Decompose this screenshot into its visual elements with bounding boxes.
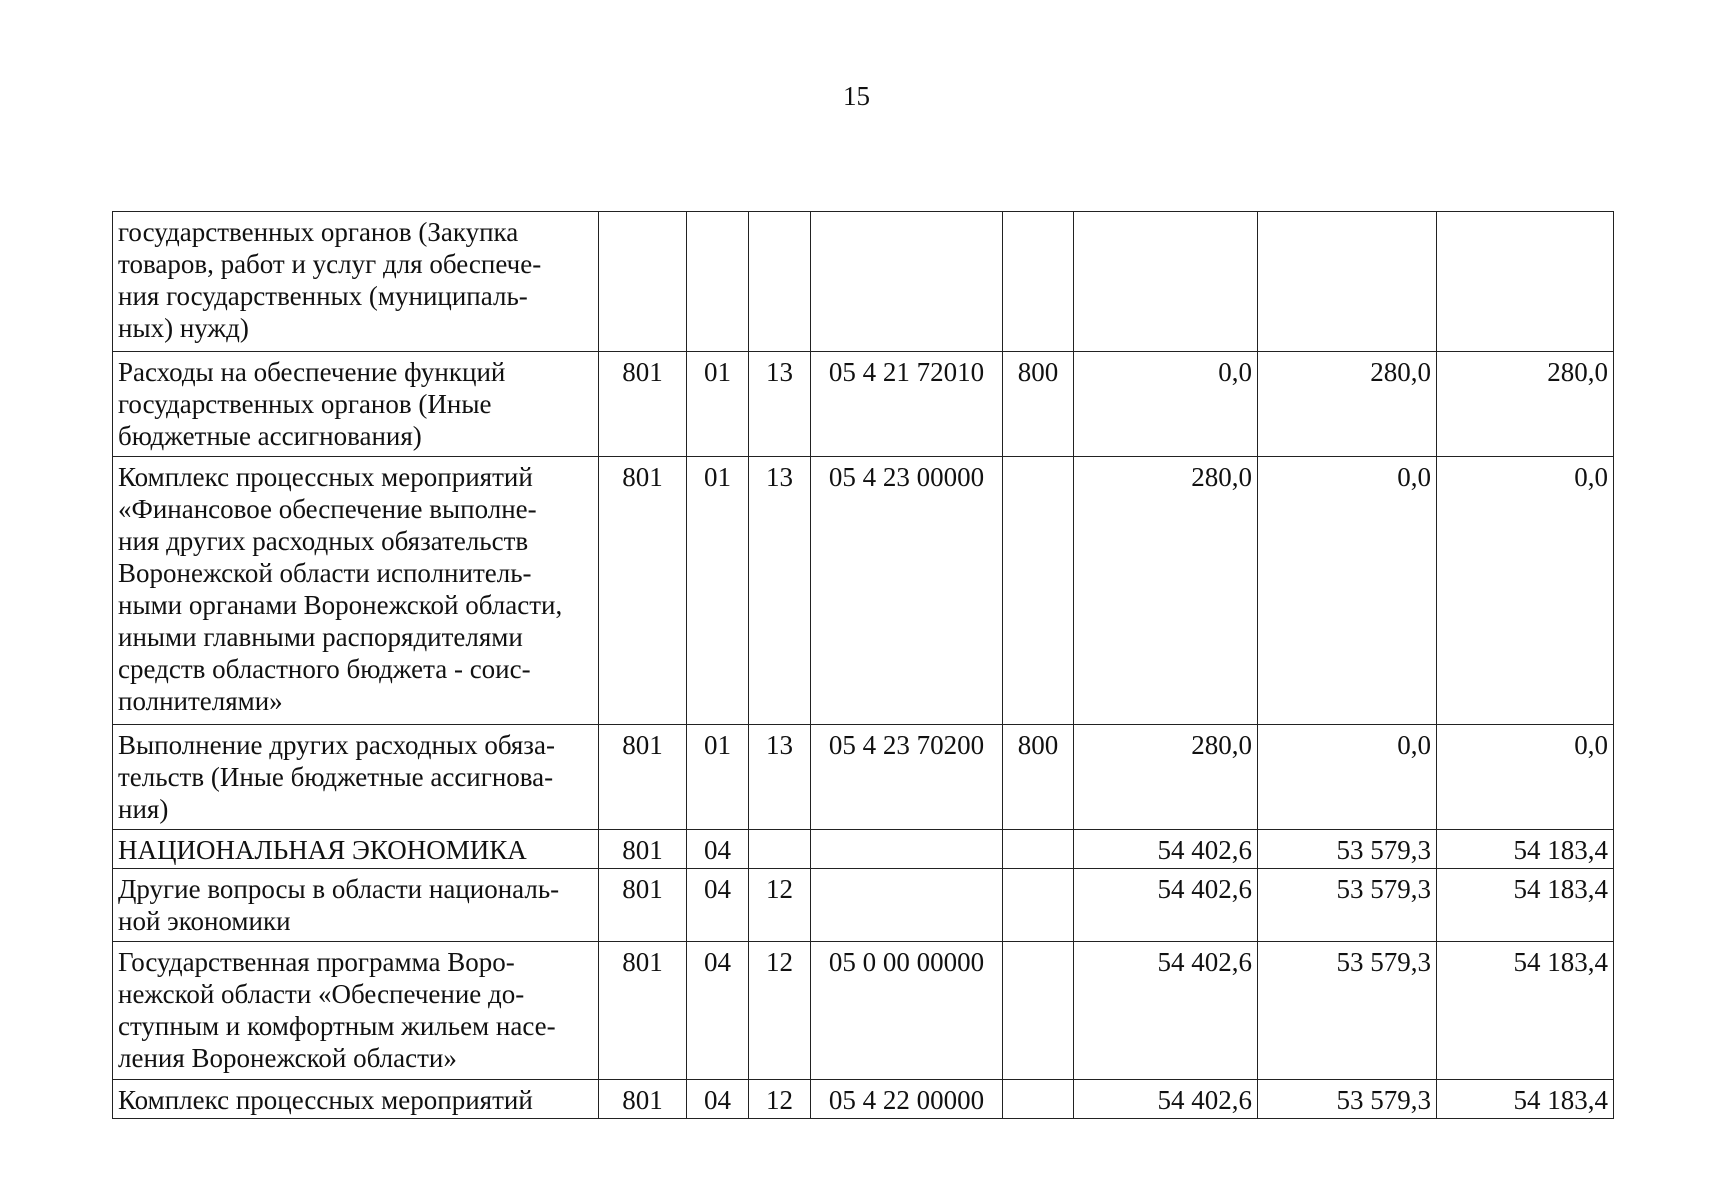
table-row: [113, 830, 1614, 869]
ved-cell: 801: [599, 1080, 687, 1119]
budget-table: [112, 211, 1614, 1119]
amount-year2-cell: [1258, 212, 1437, 352]
table-row: [113, 942, 1614, 1080]
row-name-line: «Финансовое обеспечение выполне-: [118, 494, 537, 524]
section-cell: [687, 212, 749, 352]
page-number: 15: [843, 81, 870, 111]
row-name-line: Расходы на обеспечение функций: [118, 357, 506, 387]
subsection-cell: 13: [749, 457, 811, 725]
subsection-cell: [749, 830, 811, 869]
section-cell: 04: [687, 830, 749, 869]
row-name-cell: [113, 942, 599, 1080]
amount-year2-cell: 53 579,3: [1258, 1080, 1437, 1119]
amount-year1-cell: 54 402,6: [1074, 942, 1258, 1080]
row-name-cell: [113, 352, 599, 457]
amount-year2-cell: 53 579,3: [1258, 830, 1437, 869]
table-row: [113, 1080, 1614, 1119]
row-name-line: государственных органов (Закупка: [118, 217, 519, 247]
row-name-cell: [113, 869, 599, 942]
amount-year1-cell: 280,0: [1074, 457, 1258, 725]
row-name-line: ными органами Воронежской области,: [118, 590, 563, 620]
row-name-line: нежской области «Обеспечение до-: [118, 979, 525, 1009]
expense-type-cell: [1003, 942, 1074, 1080]
row-name-line: бюджетные ассигнования): [118, 421, 422, 451]
target-article-cell: 05 0 00 00000: [811, 942, 1003, 1080]
subsection-cell: 13: [749, 725, 811, 830]
row-name-line: ления Воронежской области»: [118, 1043, 457, 1073]
row-name-cell: [113, 830, 599, 869]
row-name-line: государственных органов (Иные: [118, 389, 492, 419]
amount-year3-cell: 0,0: [1437, 457, 1614, 725]
row-name-line: иными главными распорядителями: [118, 622, 523, 652]
target-article-cell: [811, 212, 1003, 352]
expense-type-cell: [1003, 212, 1074, 352]
ved-cell: 801: [599, 725, 687, 830]
row-name-cell: [113, 1080, 599, 1119]
section-cell: 04: [687, 942, 749, 1080]
section-cell: 04: [687, 1080, 749, 1119]
row-name-line: Комплекс процессных мероприятий: [118, 1085, 533, 1115]
target-article-cell: [811, 869, 1003, 942]
section-cell: 01: [687, 725, 749, 830]
row-name-line: ной экономики: [118, 906, 291, 936]
section-cell: 01: [687, 352, 749, 457]
amount-year1-cell: 0,0: [1074, 352, 1258, 457]
amount-year3-cell: 0,0: [1437, 725, 1614, 830]
section-cell: 04: [687, 869, 749, 942]
row-name-line: ных) нужд): [118, 313, 249, 343]
expense-type-cell: 800: [1003, 725, 1074, 830]
subsection-cell: 12: [749, 942, 811, 1080]
row-name-line: НАЦИОНАЛЬНАЯ ЭКОНОМИКА: [118, 835, 527, 865]
row-name-cell: [113, 457, 599, 725]
row-name-line: Воронежской области исполнитель-: [118, 558, 532, 588]
row-name-line: тельств (Иные бюджетные ассигнова-: [118, 762, 554, 792]
ved-cell: 801: [599, 457, 687, 725]
row-name-line: товаров, работ и услуг для обеспече-: [118, 249, 542, 279]
target-article-cell: 05 4 23 70200: [811, 725, 1003, 830]
expense-type-cell: 800: [1003, 352, 1074, 457]
row-name-line: ния): [118, 794, 169, 824]
amount-year2-cell: 53 579,3: [1258, 942, 1437, 1080]
ved-cell: 801: [599, 869, 687, 942]
expense-type-cell: [1003, 830, 1074, 869]
subsection-cell: 12: [749, 869, 811, 942]
amount-year3-cell: 54 183,4: [1437, 1080, 1614, 1119]
amount-year3-cell: 280,0: [1437, 352, 1614, 457]
row-name-cell: [113, 212, 599, 352]
row-name-line: средств областного бюджета - соис-: [118, 654, 531, 684]
amount-year3-cell: 54 183,4: [1437, 942, 1614, 1080]
amount-year1-cell: [1074, 212, 1258, 352]
amount-year1-cell: 54 402,6: [1074, 830, 1258, 869]
table-body: [113, 212, 1614, 1119]
target-article-cell: [811, 830, 1003, 869]
ved-cell: [599, 212, 687, 352]
row-name-line: ния государственных (муниципаль-: [118, 281, 528, 311]
subsection-cell: 12: [749, 1080, 811, 1119]
table-row: [113, 352, 1614, 457]
amount-year2-cell: 0,0: [1258, 457, 1437, 725]
row-name-line: ния других расходных обязательств: [118, 526, 529, 556]
table-row: [113, 869, 1614, 942]
table-row: [113, 212, 1614, 352]
row-name-cell: [113, 725, 599, 830]
amount-year1-cell: 54 402,6: [1074, 1080, 1258, 1119]
ved-cell: 801: [599, 830, 687, 869]
amount-year1-cell: 280,0: [1074, 725, 1258, 830]
expense-type-cell: [1003, 1080, 1074, 1119]
row-name-line: Выполнение других расходных обяза-: [118, 730, 555, 760]
expense-type-cell: [1003, 457, 1074, 725]
row-name-line: Комплекс процессных мероприятий: [118, 462, 533, 492]
target-article-cell: 05 4 23 00000: [811, 457, 1003, 725]
amount-year2-cell: 53 579,3: [1258, 869, 1437, 942]
target-article-cell: 05 4 21 72010: [811, 352, 1003, 457]
amount-year3-cell: [1437, 212, 1614, 352]
row-name-line: ступным и комфортным жильем насе-: [118, 1011, 556, 1041]
amount-year1-cell: 54 402,6: [1074, 869, 1258, 942]
section-cell: 01: [687, 457, 749, 725]
table-row: [113, 457, 1614, 725]
row-name-line: Государственная программа Воро-: [118, 947, 515, 977]
amount-year2-cell: 280,0: [1258, 352, 1437, 457]
subsection-cell: [749, 212, 811, 352]
row-name-line: Другие вопросы в области националь-: [118, 874, 560, 904]
target-article-cell: 05 4 22 00000: [811, 1080, 1003, 1119]
amount-year3-cell: 54 183,4: [1437, 830, 1614, 869]
subsection-cell: 13: [749, 352, 811, 457]
table-row: [113, 725, 1614, 830]
amount-year2-cell: 0,0: [1258, 725, 1437, 830]
expense-type-cell: [1003, 869, 1074, 942]
row-name-line: полнителями»: [118, 686, 283, 716]
ved-cell: 801: [599, 942, 687, 1080]
amount-year3-cell: 54 183,4: [1437, 869, 1614, 942]
ved-cell: 801: [599, 352, 687, 457]
